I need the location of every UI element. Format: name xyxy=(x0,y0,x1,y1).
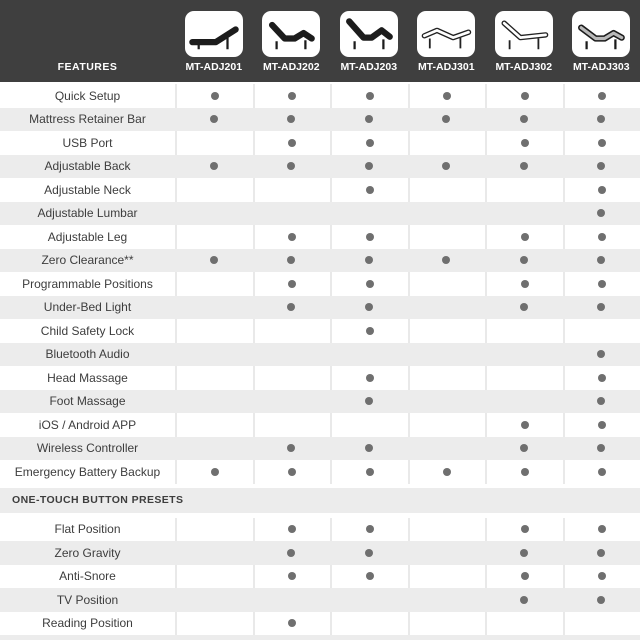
feature-cell xyxy=(175,518,253,542)
feature-cell xyxy=(253,541,331,565)
feature-cell xyxy=(408,225,486,249)
feature-dot xyxy=(598,280,606,288)
feature-label: Adjustable Leg xyxy=(47,229,128,244)
feature-cell xyxy=(408,131,486,155)
feature-row-child-safety-lock xyxy=(0,319,640,343)
feature-cell xyxy=(253,588,331,612)
model-column-mt-adj202 xyxy=(253,11,331,75)
feature-dot xyxy=(597,444,605,452)
feature-cell xyxy=(485,343,563,367)
feature-cell xyxy=(330,437,408,461)
feature-row-usb-port xyxy=(0,131,640,155)
feature-cell xyxy=(253,155,331,179)
feature-row-tv-position xyxy=(0,588,640,612)
feature-cell xyxy=(253,108,331,132)
bed-flat-frame-light-icon xyxy=(419,14,473,54)
feature-cell xyxy=(253,437,331,461)
feature-dot xyxy=(442,162,450,170)
feature-dot xyxy=(287,256,295,264)
feature-cell xyxy=(330,108,408,132)
feature-cell xyxy=(408,108,486,132)
feature-cell xyxy=(563,612,640,636)
feature-cell xyxy=(175,565,253,589)
feature-dot xyxy=(365,162,373,170)
feature-cell xyxy=(175,366,253,390)
feature-dot xyxy=(597,303,605,311)
feature-row-mattress-retainer-bar xyxy=(0,108,640,132)
feature-dot xyxy=(366,572,374,580)
feature-dot xyxy=(598,421,606,429)
feature-dot xyxy=(443,92,451,100)
feature-dot xyxy=(521,92,529,100)
product-thumbnail xyxy=(185,11,243,57)
feature-cell xyxy=(563,84,640,108)
feature-dot xyxy=(366,468,374,476)
feature-label: Child Safety Lock xyxy=(40,323,135,338)
feature-cell xyxy=(330,296,408,320)
feature-cell xyxy=(563,155,640,179)
feature-cell xyxy=(485,131,563,155)
feature-dot xyxy=(442,115,450,123)
feature-cell xyxy=(485,565,563,589)
feature-dot xyxy=(366,280,374,288)
feature-dot xyxy=(521,139,529,147)
model-name: MT-ADJ202 xyxy=(262,61,320,73)
feature-cell xyxy=(408,390,486,414)
feature-dot xyxy=(598,92,606,100)
feature-dot xyxy=(366,327,374,335)
feature-cell xyxy=(175,108,253,132)
feature-row-quick-setup xyxy=(0,84,640,108)
feature-row-adjustable-back xyxy=(0,155,640,179)
feature-cell xyxy=(175,413,253,437)
section-header-one-touch-button-presets: ONE-TOUCH BUTTON PRESETS xyxy=(0,488,640,513)
feature-label: Wireless Controller xyxy=(36,441,139,456)
feature-cell xyxy=(253,131,331,155)
feature-cell xyxy=(485,249,563,273)
feature-dot xyxy=(598,525,606,533)
feature-cell xyxy=(485,202,563,226)
feature-cell xyxy=(563,343,640,367)
feature-cell xyxy=(408,437,486,461)
feature-dot xyxy=(598,139,606,147)
feature-dot xyxy=(210,162,218,170)
feature-cell xyxy=(485,84,563,108)
feature-cell xyxy=(563,225,640,249)
feature-label: Programmable Positions xyxy=(22,276,153,291)
feature-cell xyxy=(485,518,563,542)
feature-cell xyxy=(175,178,253,202)
feature-cell xyxy=(485,366,563,390)
feature-cell xyxy=(485,413,563,437)
feature-cell xyxy=(330,460,408,484)
feature-cell xyxy=(408,366,486,390)
feature-cell xyxy=(408,178,486,202)
feature-dot xyxy=(442,256,450,264)
feature-dot xyxy=(365,303,373,311)
feature-cell xyxy=(485,437,563,461)
feature-dot xyxy=(366,525,374,533)
feature-cell xyxy=(175,588,253,612)
feature-dot xyxy=(288,233,296,241)
feature-label: Adjustable Lumbar xyxy=(37,206,138,221)
bed-head-raised-light-icon xyxy=(497,14,551,54)
feature-cell xyxy=(253,225,331,249)
feature-label: Reading Position xyxy=(42,616,133,631)
feature-cell xyxy=(175,155,253,179)
feature-row-zero-clearance xyxy=(0,249,640,273)
feature-dot xyxy=(288,619,296,627)
feature-table xyxy=(0,84,640,635)
feature-cell xyxy=(408,296,486,320)
feature-cell xyxy=(253,565,331,589)
feature-label: Zero Clearance** xyxy=(41,253,134,268)
feature-dot xyxy=(520,444,528,452)
feature-cell xyxy=(563,541,640,565)
feature-label: Bluetooth Audio xyxy=(45,347,130,362)
feature-row-head-massage xyxy=(0,366,640,390)
feature-row-zero-gravity xyxy=(0,541,640,565)
feature-cell xyxy=(408,612,486,636)
bed-head-foot-raised-gray-icon xyxy=(574,14,628,54)
feature-dot xyxy=(443,468,451,476)
feature-cell xyxy=(330,366,408,390)
feature-dot xyxy=(521,572,529,580)
feature-cell xyxy=(330,272,408,296)
feature-cell xyxy=(330,588,408,612)
feature-dot xyxy=(597,596,605,604)
feature-dot xyxy=(288,525,296,533)
feature-row-reading-position xyxy=(0,612,640,636)
feature-cell xyxy=(330,84,408,108)
feature-dot xyxy=(366,92,374,100)
feature-dot xyxy=(597,209,605,217)
feature-cell xyxy=(408,272,486,296)
feature-row-adjustable-leg xyxy=(0,225,640,249)
feature-cell xyxy=(408,249,486,273)
feature-cell xyxy=(253,343,331,367)
feature-dot xyxy=(365,256,373,264)
feature-cell xyxy=(175,296,253,320)
feature-dot xyxy=(521,421,529,429)
feature-row-bluetooth-audio xyxy=(0,343,640,367)
feature-cell xyxy=(330,319,408,343)
feature-cell xyxy=(330,178,408,202)
feature-cell xyxy=(485,178,563,202)
feature-dot xyxy=(598,572,606,580)
feature-dot xyxy=(288,468,296,476)
feature-cell xyxy=(485,296,563,320)
product-thumbnail xyxy=(417,11,475,57)
feature-dot xyxy=(365,549,373,557)
feature-cell xyxy=(175,225,253,249)
feature-dot xyxy=(288,92,296,100)
feature-dot xyxy=(520,596,528,604)
feature-cell xyxy=(485,588,563,612)
bed-head-foot-raised-dark-icon xyxy=(264,14,318,54)
table-header xyxy=(0,0,640,82)
feature-dot xyxy=(597,397,605,405)
feature-dot xyxy=(598,186,606,194)
feature-cell xyxy=(563,390,640,414)
feature-cell xyxy=(330,413,408,437)
feature-cell xyxy=(175,272,253,296)
feature-dot xyxy=(521,233,529,241)
feature-cell xyxy=(563,178,640,202)
bed-slight-incline-dark-icon xyxy=(187,14,241,54)
feature-cell xyxy=(175,319,253,343)
feature-cell xyxy=(563,272,640,296)
feature-cell xyxy=(563,296,640,320)
model-column-mt-adj301 xyxy=(408,11,486,75)
feature-cell xyxy=(253,518,331,542)
feature-cell xyxy=(330,155,408,179)
feature-cell xyxy=(175,541,253,565)
feature-dot xyxy=(210,256,218,264)
feature-cell xyxy=(408,588,486,612)
feature-cell xyxy=(253,390,331,414)
feature-cell xyxy=(408,319,486,343)
feature-label: Flat Position xyxy=(54,522,121,537)
feature-label: Mattress Retainer Bar xyxy=(29,112,146,127)
feature-cell xyxy=(408,565,486,589)
feature-dot xyxy=(521,280,529,288)
feature-dot xyxy=(287,303,295,311)
feature-cell xyxy=(330,612,408,636)
feature-cell xyxy=(253,413,331,437)
feature-label: iOS / Android APP xyxy=(38,417,137,432)
feature-label: Emergency Battery Backup xyxy=(14,464,161,479)
feature-cell xyxy=(330,249,408,273)
feature-dot xyxy=(597,350,605,358)
feature-label: Anti-Snore xyxy=(59,569,116,584)
feature-cell xyxy=(485,319,563,343)
feature-dot xyxy=(365,444,373,452)
feature-dot xyxy=(520,115,528,123)
feature-dot xyxy=(211,468,219,476)
model-name: MT-ADJ303 xyxy=(572,61,630,73)
model-column-mt-adj303 xyxy=(563,11,640,75)
feature-dot xyxy=(597,549,605,557)
feature-cell xyxy=(253,296,331,320)
product-thumbnail xyxy=(262,11,320,57)
feature-dot xyxy=(366,139,374,147)
feature-cell xyxy=(330,343,408,367)
feature-cell xyxy=(408,155,486,179)
feature-cell xyxy=(485,225,563,249)
model-name: MT-ADJ301 xyxy=(417,61,475,73)
feature-cell xyxy=(253,202,331,226)
feature-cell xyxy=(563,249,640,273)
feature-row-adjustable-lumbar xyxy=(0,202,640,226)
feature-dot xyxy=(288,572,296,580)
feature-dot xyxy=(366,186,374,194)
feature-label: Adjustable Back xyxy=(44,159,131,174)
feature-cell xyxy=(563,319,640,343)
feature-row-anti-snore xyxy=(0,565,640,589)
feature-dot xyxy=(210,115,218,123)
model-column-mt-adj203 xyxy=(330,11,408,75)
feature-cell xyxy=(253,84,331,108)
feature-cell xyxy=(175,249,253,273)
feature-dot xyxy=(288,139,296,147)
feature-label: Zero Gravity xyxy=(54,545,121,560)
feature-dot xyxy=(287,162,295,170)
feature-cell xyxy=(330,390,408,414)
feature-dot xyxy=(521,525,529,533)
bed-head-foot-raised-steep-dark-icon xyxy=(342,14,396,54)
feature-cell xyxy=(485,390,563,414)
feature-row-ios-android-app xyxy=(0,413,640,437)
feature-dot xyxy=(287,549,295,557)
feature-row-programmable-positions xyxy=(0,272,640,296)
model-name: MT-ADJ302 xyxy=(495,61,553,73)
feature-dot xyxy=(365,397,373,405)
feature-label: Adjustable Neck xyxy=(44,182,131,197)
feature-cell xyxy=(175,437,253,461)
feature-label: Head Massage xyxy=(47,370,128,385)
feature-dot xyxy=(598,374,606,382)
feature-cell xyxy=(408,541,486,565)
feature-cell xyxy=(563,108,640,132)
feature-cell xyxy=(253,460,331,484)
feature-cell xyxy=(408,202,486,226)
feature-dot xyxy=(520,549,528,557)
feature-cell xyxy=(175,84,253,108)
feature-dot xyxy=(366,374,374,382)
feature-cell xyxy=(408,518,486,542)
feature-label: Under-Bed Light xyxy=(43,300,132,315)
feature-cell xyxy=(563,588,640,612)
feature-cell xyxy=(253,272,331,296)
feature-cell xyxy=(408,343,486,367)
feature-dot xyxy=(520,256,528,264)
feature-cell xyxy=(485,272,563,296)
feature-cell xyxy=(563,202,640,226)
feature-dot xyxy=(211,92,219,100)
bottom-strip xyxy=(0,635,640,640)
feature-row-adjustable-neck xyxy=(0,178,640,202)
feature-cell xyxy=(253,366,331,390)
feature-cell xyxy=(175,390,253,414)
feature-label: TV Position xyxy=(56,592,119,607)
feature-dot xyxy=(597,256,605,264)
feature-cell xyxy=(408,84,486,108)
feature-dot xyxy=(288,280,296,288)
feature-cell xyxy=(330,541,408,565)
feature-label: USB Port xyxy=(62,135,113,150)
model-column-mt-adj302 xyxy=(485,11,563,75)
feature-dot xyxy=(520,162,528,170)
feature-cell xyxy=(175,131,253,155)
feature-dot xyxy=(365,115,373,123)
feature-row-under-bed-light xyxy=(0,296,640,320)
feature-dot xyxy=(287,444,295,452)
feature-cell xyxy=(330,225,408,249)
feature-cell xyxy=(563,437,640,461)
feature-cell xyxy=(253,612,331,636)
feature-cell xyxy=(253,249,331,273)
feature-dot xyxy=(598,468,606,476)
feature-cell xyxy=(485,155,563,179)
feature-label: Quick Setup xyxy=(54,88,121,103)
product-thumbnail xyxy=(340,11,398,57)
model-column-mt-adj201 xyxy=(175,11,253,75)
feature-cell xyxy=(485,460,563,484)
feature-cell xyxy=(563,366,640,390)
model-name: MT-ADJ203 xyxy=(340,61,398,73)
feature-cell xyxy=(175,202,253,226)
feature-dot xyxy=(366,233,374,241)
product-thumbnail xyxy=(495,11,553,57)
feature-cell xyxy=(485,541,563,565)
product-thumbnail xyxy=(572,11,630,57)
feature-label: Foot Massage xyxy=(49,394,126,409)
feature-cell xyxy=(253,319,331,343)
model-name: MT-ADJ201 xyxy=(185,61,243,73)
feature-dot xyxy=(598,233,606,241)
feature-cell xyxy=(563,131,640,155)
feature-cell xyxy=(563,460,640,484)
features-column-header: FEATURES xyxy=(57,61,118,73)
feature-row-flat-position xyxy=(0,518,640,542)
feature-dot xyxy=(520,303,528,311)
feature-row-wireless-controller xyxy=(0,437,640,461)
feature-cell xyxy=(563,413,640,437)
feature-dot xyxy=(597,162,605,170)
feature-cell xyxy=(485,108,563,132)
feature-row-emergency-battery-backup xyxy=(0,460,640,484)
feature-cell xyxy=(330,202,408,226)
feature-cell xyxy=(330,131,408,155)
feature-dot xyxy=(597,115,605,123)
feature-cell xyxy=(563,518,640,542)
feature-dot xyxy=(287,115,295,123)
feature-row-foot-massage xyxy=(0,390,640,414)
feature-cell xyxy=(330,565,408,589)
feature-dot xyxy=(521,468,529,476)
feature-cell xyxy=(408,460,486,484)
feature-cell xyxy=(563,565,640,589)
feature-cell xyxy=(253,178,331,202)
feature-cell xyxy=(175,460,253,484)
feature-cell xyxy=(485,612,563,636)
feature-cell xyxy=(330,518,408,542)
feature-cell xyxy=(408,413,486,437)
feature-cell xyxy=(175,612,253,636)
feature-cell xyxy=(175,343,253,367)
